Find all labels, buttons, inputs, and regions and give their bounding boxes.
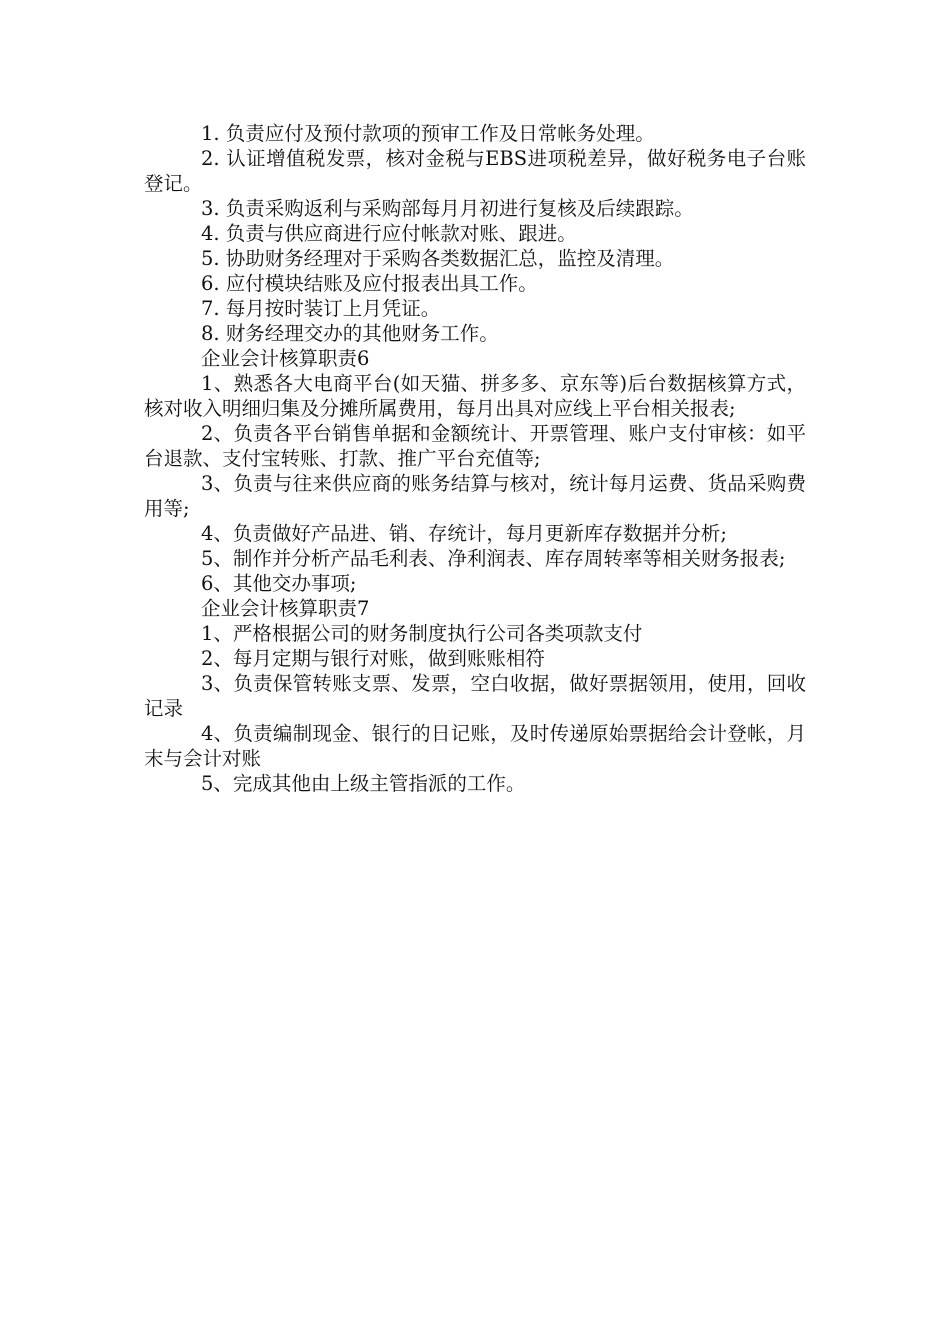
- paragraph-s6-duty-2: 2、负责各平台销售单据和金额统计、开票管理、账户支付审核：如平台退款、支付宝转账、打款、推广平台充值等;: [144, 422, 806, 470]
- paragraph-s6-duty-6: 6、其他交办事项;: [201, 572, 357, 595]
- paragraph-s7-duty-5: 5、完成其他由上级主管指派的工作。: [201, 772, 526, 795]
- paragraph-s6-duty-1: 1、熟悉各大电商平台(如天猫、拼多多、京东等)后台数据核算方式，核对收入明细归集及分摊所属费用，每月出具对应线上平台相关报表;: [144, 372, 806, 420]
- paragraph-s6-duty-4: 4、负责做好产品进、销、存统计，每月更新库存数据并分析;: [201, 522, 727, 545]
- paragraph-duty-4: 4. 负责与供应商进行应付帐款对账、跟进。: [201, 222, 577, 245]
- section-heading-7: 企业会计核算职责7: [201, 597, 370, 620]
- paragraph-duty-2: 2. 认证增值税发票，核对金税与EBS进项税差异，做好税务电子台账登记。: [144, 147, 806, 195]
- paragraph-duty-8: 8. 财务经理交办的其他财务工作。: [201, 322, 499, 345]
- paragraph-s7-duty-4: 4、负责编制现金、银行的日记账，及时传递原始票据给会计登帐，月末与会计对账: [144, 722, 806, 770]
- paragraph-s6-duty-3: 3、负责与往来供应商的账务结算与核对，统计每月运费、货品采购费用等;: [144, 472, 806, 520]
- paragraph-duty-5: 5. 协助财务经理对于采购各类数据汇总，监控及清理。: [201, 247, 675, 270]
- paragraph-duty-6: 6. 应付模块结账及应付报表出具工作。: [201, 272, 538, 295]
- paragraph-s7-duty-1: 1、严格根据公司的财务制度执行公司各类项款支付: [201, 622, 643, 645]
- paragraph-s7-duty-3: 3、负责保管转账支票、发票，空白收据，做好票据领用，使用，回收记录: [144, 672, 806, 720]
- paragraph-duty-3: 3. 负责采购返利与采购部每月月初进行复核及后续跟踪。: [201, 197, 694, 220]
- paragraph-duty-7: 7. 每月按时装订上月凭证。: [201, 297, 441, 320]
- document-body: [144, 121, 806, 796]
- section-heading-6: 企业会计核算职责6: [201, 347, 370, 370]
- paragraph-s6-duty-5: 5、制作并分析产品毛利表、净利润表、库存周转率等相关财务报表;: [201, 547, 786, 570]
- paragraph-duty-1: 1. 负责应付及预付款项的预审工作及日常帐务处理。: [201, 122, 655, 145]
- paragraph-s7-duty-2: 2、每月定期与银行对账，做到账账相符: [201, 647, 545, 670]
